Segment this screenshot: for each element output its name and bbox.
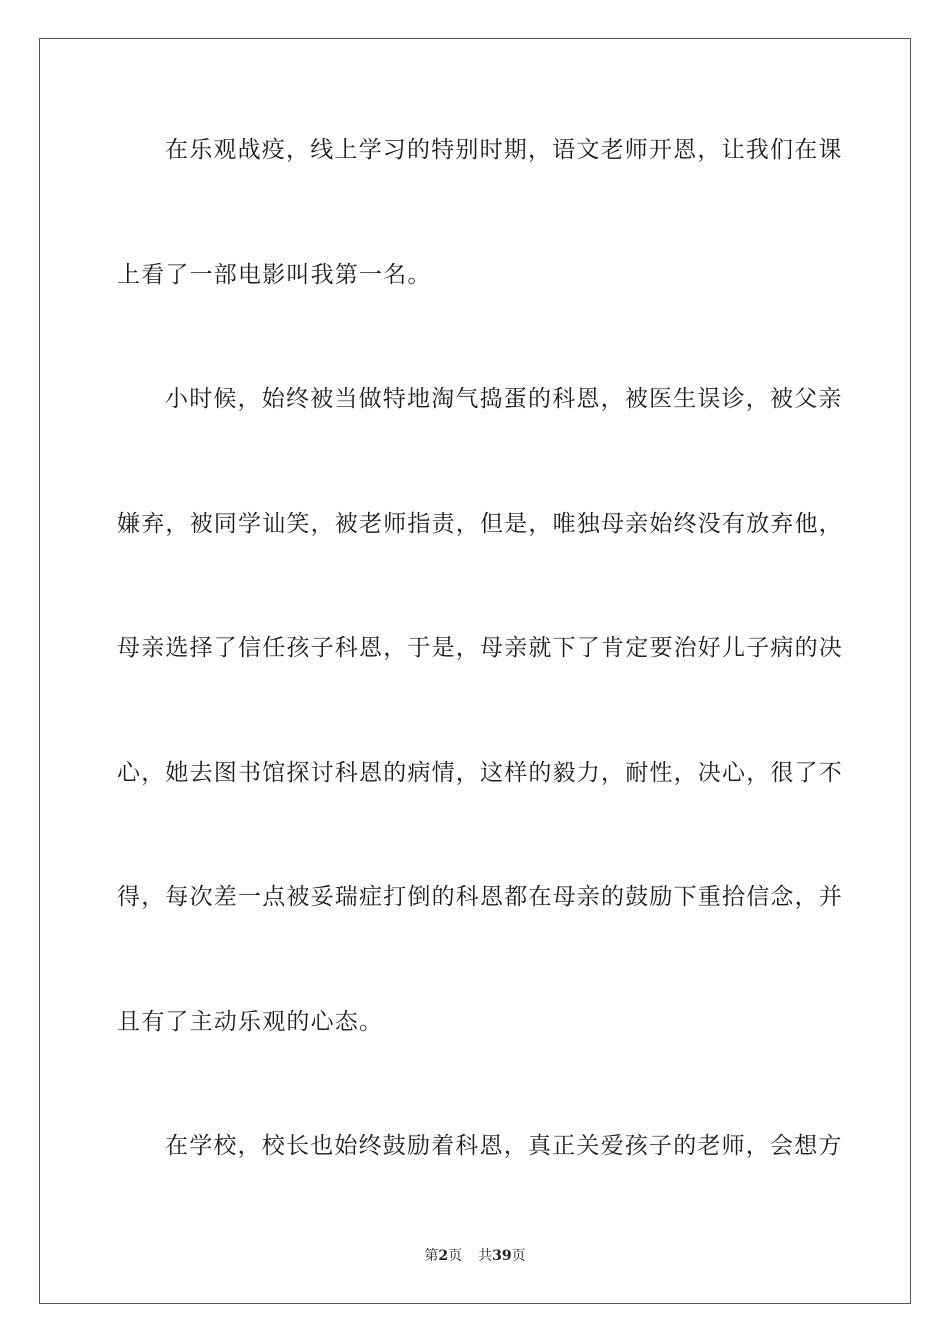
text-line: 且有了主动乐观的心态。 [117,1009,384,1035]
total-pages: 39 [492,1248,512,1264]
page-number: 2 [438,1248,449,1264]
text-line: 上看了一部电影叫我第一名。 [117,262,432,288]
text-line: 小时候，始终被当做特地淘气捣蛋的科恩，被医生误诊，被父亲 [165,386,843,412]
page-suffix: 页 [448,1248,463,1264]
text-line: 母亲选择了信任孩子科恩，于是，母亲就下了肯定要治好儿子病的决 [117,635,843,661]
text-line: 在学校，校长也始终鼓励着科恩，真正关爱孩子的老师，会想方 [165,1133,843,1159]
text-line: 在乐观战疫，线上学习的特别时期，语文老师开恩，让我们在课 [165,137,843,163]
total-prefix: 共 [478,1248,493,1264]
text-line: 得，每次差一点被妥瑞症打倒的科恩都在母亲的鼓励下重拾信念，并 [117,884,843,910]
page-prefix: 第 [424,1248,439,1264]
text-line: 嫌弃，被同学讪笑，被老师指责，但是，唯独母亲始终没有放弃他， [117,511,843,537]
page-footer [0,1247,950,1265]
page-frame [39,38,911,1304]
total-suffix: 页 [511,1248,526,1264]
text-line: 心，她去图书馆探讨科恩的病情，这样的毅力，耐性，决心，很了不 [117,760,843,786]
